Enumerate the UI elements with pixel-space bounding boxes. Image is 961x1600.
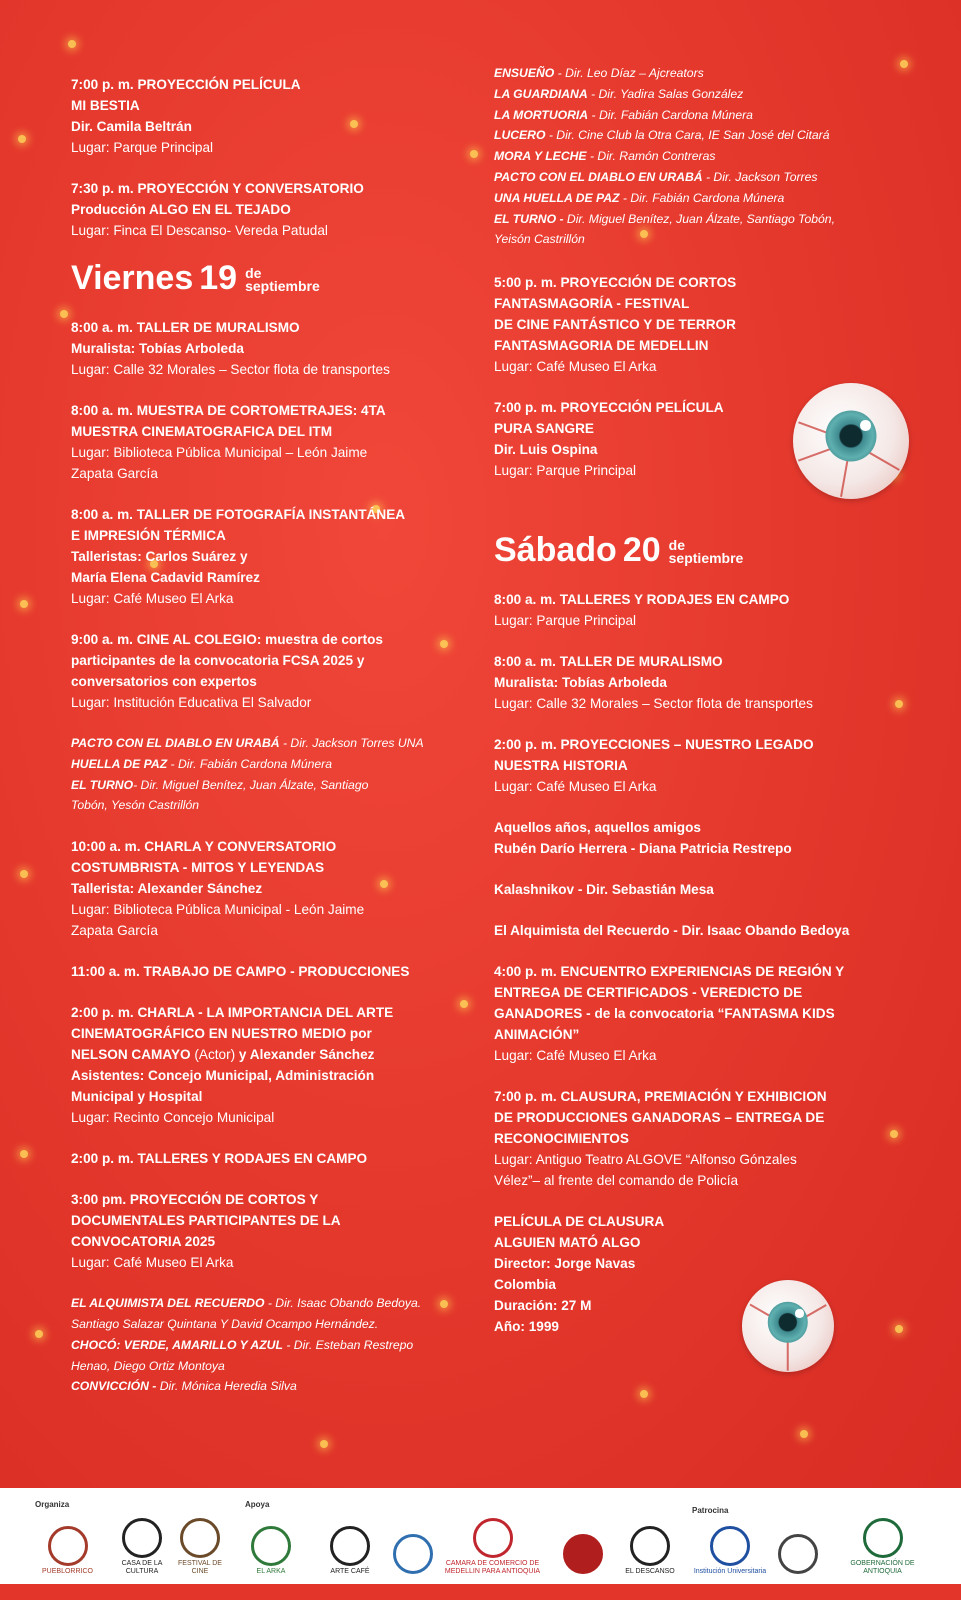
film-director: - Dir. Fabián Cardona Múnera [588, 107, 753, 122]
light-dot [320, 1440, 328, 1448]
light-dot [640, 1390, 648, 1398]
event-block [71, 961, 441, 982]
event-block [71, 1148, 441, 1169]
film-entry [71, 1314, 441, 1335]
event-line: Lugar: Biblioteca Pública Municipal – León Jaime [71, 445, 368, 460]
event-line-bold: PELÍCULA DE CLAUSURA [494, 1214, 665, 1230]
gobernacion-logo [835, 1516, 930, 1576]
film-director: - Dir. Cine Club la Otra Cara, IE San José del Citará [545, 128, 830, 143]
light-dot [470, 150, 478, 158]
event-line: Lugar: Institución Educativa El Salvador [71, 695, 312, 710]
film-title: CHOCÓ: VERDE, AMARILLO Y AZUL [71, 1337, 283, 1352]
event-line: Lugar: Café Museo El Arka [494, 1048, 657, 1064]
logo-text: PUEBLORRICO [42, 1568, 93, 1575]
event-block [494, 920, 914, 941]
camara-comercio-logo [440, 1516, 545, 1576]
event-line: Lugar: Calle 32 Morales – Sector flota de transportes [494, 696, 813, 712]
event-line: Lugar: Parque Principal [494, 613, 637, 629]
event-line: Lugar: Café Museo El Arka [71, 1255, 234, 1271]
day-heading-sabado [494, 531, 914, 570]
film-entry [494, 63, 914, 84]
event-line-bold: 8:00 a. m. TALLER DE FOTOGRAFÍA INSTANTÁNEA [71, 507, 406, 522]
film-director: - Dir. Ramón Contreras [586, 149, 716, 164]
logo-text: EL ARKA [256, 1568, 286, 1575]
event-line-bold: 7:00 p. m. CLAUSURA, PREMIACIÓN Y EXHIBICION [494, 1089, 827, 1105]
film-list [71, 733, 441, 816]
day-name: Sábado [494, 531, 617, 570]
gobernacion-mark [863, 1518, 903, 1558]
event-line-bold: DE PRODUCCIONES GANADORAS – ENTREGA DE [494, 1110, 825, 1126]
event-line-bold: 5:00 p. m. PROYECCIÓN DE CORTOS [494, 275, 737, 291]
pueblorrico-logo [30, 1516, 105, 1576]
event-line-bold: Asistentes: Concejo Municipal, Administración [71, 1068, 375, 1084]
logo-text: ARTE CAFÉ [330, 1568, 370, 1575]
event-line: Lugar: Café Museo El Arka [494, 359, 657, 375]
event-line-bold: conversatorios con expertos [71, 674, 257, 689]
day-de: de [245, 265, 262, 281]
film-director: Tobón, Yesón Castrillón [71, 798, 200, 813]
film-title: EL TURNO [71, 777, 134, 792]
film-title: EL TURNO - [494, 211, 564, 226]
light-dot [20, 600, 28, 608]
film-entry [494, 229, 914, 250]
light-dot [18, 135, 26, 143]
event-line-bold: 8:00 a. m. TALLER DE MURALISMO [494, 654, 723, 670]
event-line-bold: CINEMATOGRÁFICO EN NUESTRO MEDIO por [71, 1026, 372, 1042]
event-line-bold: Dir. Luis Ospina [494, 442, 598, 458]
event-line-bold: Tallerista: Alexander Sánchez [71, 881, 263, 897]
festival-cine-logo [175, 1516, 225, 1576]
event-block [494, 589, 914, 631]
film-director: - Dir. Jackson Torres UNA [279, 736, 424, 750]
escudo-logo [390, 1516, 435, 1576]
left-column [71, 74, 441, 1417]
pueblorrico-mark [48, 1526, 88, 1566]
film-entry [494, 84, 914, 105]
event-line-bold: Año: 1999 [494, 1319, 559, 1335]
fantasmagoria-logo [555, 1516, 610, 1576]
film-entry [494, 105, 914, 126]
event-line-bold: CONVOCATORIA 2025 [71, 1234, 216, 1250]
film-director: Henao, Diego Ortiz Montoya [71, 1358, 225, 1373]
sponsor-footer [0, 1488, 961, 1584]
film-entry [494, 167, 914, 188]
film-title: LA GUARDIANA [494, 86, 588, 101]
event-block [494, 1086, 914, 1191]
label-apoya: Apoya [245, 1500, 270, 1509]
film-entry [71, 754, 441, 775]
event-line: Lugar: Café Museo El Arka [494, 779, 657, 795]
logo-text: CAMARA DE COMERCIO DE MEDELLIN PARA ANTIOQUIA [444, 1560, 541, 1575]
light-dot [35, 1330, 43, 1338]
event-line-bold: COSTUMBRISTA - MITOS Y LEYENDAS [71, 860, 325, 876]
eyeball-illustration [793, 383, 909, 499]
event-line-bold: 4:00 p. m. ENCUENTRO EXPERIENCIAS DE REGIÓN Y [494, 964, 845, 980]
arte-cafe-mark [330, 1526, 370, 1566]
event-line: Lugar: Café Museo El Arka [71, 591, 234, 606]
itm-mark [710, 1526, 750, 1566]
event-line-bold: Talleristas: Carlos Suárez y [71, 549, 248, 564]
event-line-bold: Muralista: Tobías Arboleda [71, 341, 244, 356]
camara-comercio-mark [473, 1518, 513, 1558]
label-organiza: Organiza [35, 1500, 70, 1509]
event-line-bold: GANADORES - de la convocatoria “FANTASMA KIDS [494, 1006, 835, 1022]
event-line-bold: FANTASMAGORÍA - FESTIVAL [494, 296, 690, 312]
film-entry [494, 188, 914, 209]
event-block [494, 272, 914, 377]
event-line-bold: 8:00 a. m. TALLERES Y RODAJES EN CAMPO [494, 592, 790, 608]
event-line-bold: 7:00 p. m. PROYECCIÓN PELÍCULA [494, 400, 724, 416]
event-block [494, 961, 914, 1066]
event-line-text: NELSON CAMAYO [71, 1047, 191, 1063]
event-block [71, 504, 441, 609]
event-line-note: (Actor) [190, 1047, 236, 1063]
event-line-bold: Dir. Camila Beltrán [71, 119, 192, 134]
eyeball-illustration [742, 1280, 834, 1372]
event-line-bold: Duración: 27 M [494, 1298, 592, 1314]
event-block [71, 178, 441, 241]
film-director: - Dir. Esteban Restrepo [282, 1337, 414, 1352]
day-name: Viernes [71, 259, 194, 297]
event-block [71, 74, 441, 158]
event-line-bold: DOCUMENTALES PARTICIPANTES DE LA [71, 1213, 341, 1229]
el-descanso-mark [630, 1526, 670, 1566]
logo-text: FESTIVAL DE CINE [178, 1560, 222, 1575]
event-block [71, 400, 441, 484]
event-line: Lugar: Recinto Concejo Municipal [71, 1110, 275, 1126]
film-title: LUCERO [494, 128, 546, 143]
event-line-bold: 7:00 p. m. PROYECCIÓN PELÍCULA [71, 77, 301, 92]
event-line-bold: 8:00 a. m. MUESTRA DE CORTOMETRAJES: 4TA [71, 403, 386, 418]
event-line: Zapata García [71, 923, 158, 939]
event-block [494, 879, 914, 900]
film-entry [494, 125, 914, 146]
event-line-bold: Municipal y Hospital [71, 1089, 203, 1105]
event-line-bold: Muralista: Tobías Arboleda [494, 675, 667, 691]
event-block [494, 817, 914, 859]
day-number: 20 [622, 531, 661, 570]
event-line-text: y Alexander Sánchez [235, 1047, 375, 1063]
icpa-mark [778, 1534, 818, 1574]
film-title: ENSUEÑO [494, 66, 555, 80]
light-dot [460, 1000, 468, 1008]
casa-cultura-mark [122, 1518, 162, 1558]
event-line-bold: 2:00 p. m. CHARLA - LA IMPORTANCIA DEL ARTE [71, 1005, 394, 1021]
film-entry [71, 795, 441, 816]
film-entry [71, 775, 441, 796]
right-column [494, 63, 914, 1357]
event-line-bold: participantes de la convocatoria FCSA 2025 y [71, 653, 365, 668]
event-line-bold: MUESTRA CINEMATOGRAFICA DEL ITM [71, 424, 333, 439]
event-block [71, 836, 441, 941]
event-block [71, 629, 441, 713]
event-line-bold: Colombia [494, 1277, 556, 1293]
film-title: PACTO CON EL DIABLO EN URABÁ [71, 736, 280, 750]
light-dot [440, 1300, 448, 1308]
fantasmagoria-mark [563, 1534, 603, 1574]
film-title: LA MORTUORIA [494, 107, 589, 122]
day-month: septiembre [245, 278, 320, 294]
casa-cultura-logo [112, 1516, 172, 1576]
light-dot [440, 640, 448, 648]
event-line-bold: 8:00 a. m. TALLER DE MURALISMO [71, 320, 300, 335]
event-block [494, 651, 914, 714]
film-director: Dir. Miguel Benítez, Juan Álzate, Santiago Tobón, [563, 211, 835, 226]
light-dot [60, 310, 68, 318]
event-block [494, 1211, 914, 1337]
el-arka-logo [240, 1516, 302, 1576]
logo-text: Institución Universitaria [693, 1568, 767, 1575]
film-director: Santiago Salazar Quintana Y David Ocampo Hernández. [71, 1316, 379, 1331]
event-line: Lugar: Finca El Descanso- Vereda Patudal [71, 223, 328, 238]
film-title: HUELLA DE PAZ [71, 756, 168, 771]
itm-logo [690, 1516, 770, 1576]
label-patrocina: Patrocina [692, 1506, 729, 1515]
event-line: Lugar: Antiguo Teatro ALGOVE “Alfonso Gónzales [494, 1152, 797, 1168]
festival-cine-mark [180, 1518, 220, 1558]
film-director: - Dir. Fabián Cardona Múnera [619, 190, 785, 205]
event-line-bold: Producción ALGO EN EL TEJADO [71, 202, 291, 217]
logo-text: GOBERNACIÓN DE ANTIOQUIA [850, 1560, 915, 1575]
film-title: EL ALQUIMISTA DEL RECUERDO [71, 1296, 265, 1311]
event-line-bold: El Alquimista del Recuerdo - Dir. Isaac Obando Bedoya [494, 923, 850, 939]
event-line-bold: 2:00 p. m. PROYECCIONES – NUESTRO LEGADO [494, 737, 814, 753]
event-line-bold: María Elena Cadavid Ramírez [71, 570, 260, 585]
event-line-bold: 9:00 a. m. CINE AL COLEGIO: muestra de cortos [71, 632, 383, 647]
day-number: 19 [199, 259, 238, 297]
event-line-bold: Aquellos años, aquellos amigos [494, 820, 701, 836]
light-dot [800, 1430, 808, 1438]
event-block [494, 734, 914, 797]
event-line-bold: Kalashnikov - Dir. Sebastián Mesa [494, 882, 714, 898]
film-entry [71, 1376, 441, 1397]
event-line-bold: ENTREGA DE CERTIFICADOS - VEREDICTO DE [494, 985, 803, 1001]
film-title: CONVICCIÓN - [71, 1379, 157, 1394]
event-line: Lugar: Parque Principal [494, 463, 637, 479]
day-month: septiembre [668, 550, 744, 567]
film-title: UNA HUELLA DE PAZ [494, 190, 620, 205]
event-line-bold: FANTASMAGORIA DE MEDELLIN [494, 338, 709, 354]
day-de: de [668, 537, 685, 554]
event-line-bold: PURA SANGRE [494, 421, 594, 437]
event-line-bold: ANIMACIÓN” [494, 1027, 580, 1043]
el-descanso-logo [615, 1516, 685, 1576]
film-entry [71, 1335, 441, 1356]
film-entry [71, 1356, 441, 1377]
light-dot [68, 40, 76, 48]
film-director: - Dir. Isaac Obando Bedoya. [264, 1296, 422, 1311]
film-director: Dir. Mónica Heredia Silva [156, 1379, 297, 1394]
arte-cafe-logo [320, 1516, 380, 1576]
event-line-bold: 2:00 p. m. TALLERES Y RODAJES EN CAMPO [71, 1151, 368, 1167]
film-director: Yeisón Castrillón [494, 232, 585, 247]
event-line-bold: 10:00 a. m. CHARLA Y CONVERSATORIO [71, 839, 337, 855]
event-block [71, 1189, 441, 1273]
light-dot [20, 870, 28, 878]
event-line-bold: 3:00 pm. PROYECCIÓN DE CORTOS Y [71, 1192, 319, 1208]
film-director: - Dir. Miguel Benítez, Juan Álzate, Santiago [133, 777, 369, 792]
event-line: Vélez”– al frente del comando de Policía [494, 1173, 739, 1189]
event-line-bold [71, 1044, 441, 1065]
film-entry [494, 209, 914, 230]
film-entry [71, 733, 441, 754]
event-line-bold: ALGUIEN MATÓ ALGO [494, 1235, 641, 1251]
event-line: Lugar: Biblioteca Pública Municipal - León Jaime [71, 902, 365, 918]
event-line-bold: 11:00 a. m. TRABAJO DE CAMPO - PRODUCCIONES [71, 964, 410, 980]
event-line-bold: NUESTRA HISTORIA [494, 758, 628, 774]
day-heading-viernes [71, 261, 441, 295]
film-title: PACTO CON EL DIABLO EN URABÁ [494, 169, 703, 184]
event-line-bold: RECONOCIMIENTOS [494, 1131, 629, 1147]
event-line-bold: 7:30 p. m. PROYECCIÓN Y CONVERSATORIO [71, 181, 364, 196]
event-block [71, 317, 441, 380]
event-line-bold: MI BESTIA [71, 98, 140, 113]
logo-text: EL DESCANSO [625, 1568, 675, 1575]
el-arka-mark [251, 1526, 291, 1566]
film-director: - Dir. Fabián Cardona Múnera [167, 756, 332, 771]
logo-text: CASA DE LA CULTURA [121, 1560, 163, 1575]
event-block [71, 1002, 441, 1128]
icpa-logo [775, 1516, 820, 1576]
film-director: - Dir. Yadira Salas González [587, 86, 744, 101]
film-list [71, 1293, 441, 1397]
event-line: Lugar: Parque Principal [71, 140, 214, 155]
film-director: - Dir. Leo Díaz – Ajcreators [554, 66, 704, 80]
escudo-mark [393, 1534, 433, 1574]
event-line: Lugar: Calle 32 Morales – Sector flota de transportes [71, 362, 390, 377]
film-entry [71, 1293, 441, 1314]
event-line-bold: DE CINE FANTÁSTICO Y DE TERROR [494, 317, 736, 333]
event-line: Zapata García [71, 466, 158, 481]
event-line-bold: E IMPRESIÓN TÉRMICA [71, 528, 226, 543]
film-list [494, 63, 914, 250]
event-line-bold: Director: Jorge Navas [494, 1256, 636, 1272]
event-line-bold: Rubén Darío Herrera - Diana Patricia Restrepo [494, 841, 792, 857]
film-director: - Dir. Jackson Torres [702, 169, 818, 184]
film-entry [494, 146, 914, 167]
film-title: MORA Y LECHE [494, 149, 587, 164]
light-dot [20, 1150, 28, 1158]
bottom-strip [0, 1584, 961, 1600]
